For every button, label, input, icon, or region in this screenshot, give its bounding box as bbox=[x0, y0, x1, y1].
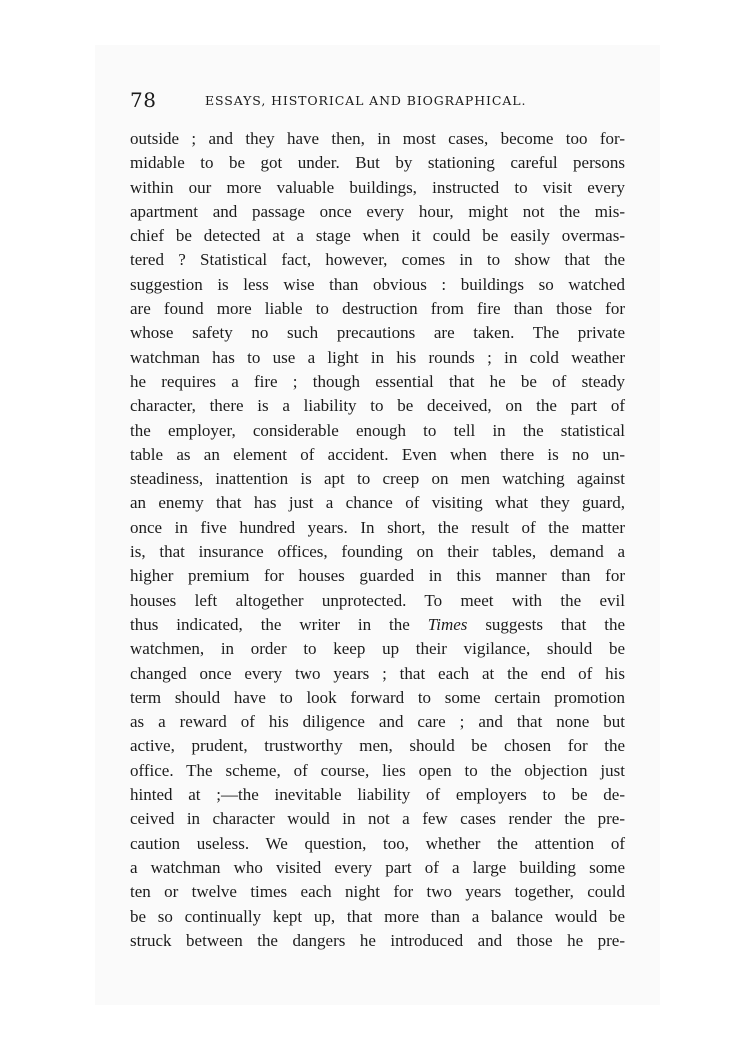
page-header bbox=[130, 88, 625, 118]
text-line: are found more liable to destruction from fire than those for bbox=[130, 299, 625, 319]
text-line: suggestion is less wise than obvious : buildings so watched bbox=[130, 274, 625, 294]
text-line: changed once every two years ; that each at the end of his bbox=[130, 663, 625, 683]
text-line: a watchman who visited every part of a large building some bbox=[130, 857, 625, 877]
text-line: outside ; and they have then, in most cases, become too for- bbox=[130, 129, 625, 148]
text-line: tered ? Statistical fact, however, comes in to show that the bbox=[130, 250, 625, 270]
text-line: term should have to look forward to some certain promotion bbox=[130, 687, 625, 707]
running-head: ESSAYS, HISTORICAL AND BIOGRAPHICAL. bbox=[205, 93, 527, 108]
text-line: watchman has to use a light in his rounds ; in cold weather bbox=[130, 347, 625, 367]
page-number: 78 bbox=[130, 88, 157, 112]
text-line: steadiness, inattention is apt to creep on men watching against bbox=[130, 469, 625, 489]
text-line: he requires a fire ; though essential that he be of steady bbox=[130, 371, 625, 391]
text-line: active, prudent, trustworthy men, should be chosen for the bbox=[130, 736, 625, 756]
text-line: ceived in character would in not a few cases render the pre- bbox=[130, 809, 625, 829]
text-line: chief be detected at a stage when it could be easily overmas- bbox=[130, 226, 625, 246]
text-line: higher premium for houses guarded in this manner than for bbox=[130, 566, 625, 586]
text-line: table as an element of accident. Even when there is no un- bbox=[130, 444, 625, 464]
text-line: the employer, considerable enough to tell in the statistical bbox=[130, 420, 625, 440]
text-line: whose safety no such precautions are taken. The private bbox=[130, 323, 625, 343]
text-line: once in five hundred years. In short, the result of the matter bbox=[130, 517, 625, 537]
text-line: caution useless. We question, too, whether the attention of bbox=[130, 833, 625, 853]
text-line: struck between the dangers he introduced and those he pre- bbox=[130, 930, 625, 950]
text-line: houses left altogether unprotected. To meet with the evil bbox=[130, 590, 625, 610]
text-line: is, that insurance offices, founding on their tables, demand a bbox=[130, 542, 625, 562]
italic-title: Times bbox=[427, 614, 468, 634]
text-line: watchmen, in order to keep up their vigilance, should be bbox=[130, 639, 625, 659]
text-line bbox=[130, 613, 625, 637]
body-text bbox=[130, 127, 625, 953]
text-segment: suggests that the bbox=[467, 614, 626, 634]
text-line: as a reward of his diligence and care ; and that none but bbox=[130, 712, 625, 732]
text-line: within our more valuable buildings, instructed to visit every bbox=[130, 177, 625, 197]
text-segment: thus indicated, the writer in the bbox=[130, 614, 410, 634]
text-line: midable to be got under. But by stationing careful persons bbox=[130, 153, 625, 173]
text-line: office. The scheme, of course, lies open to the objection just bbox=[130, 760, 625, 780]
text-line: apartment and passage once every hour, might not the mis- bbox=[130, 201, 625, 221]
text-line: hinted at ;—the inevitable liability of employers to be de- bbox=[130, 785, 625, 805]
text-line: character, there is a liability to be deceived, on the part of bbox=[130, 396, 625, 416]
text-line: ten or twelve times each night for two years together, could bbox=[130, 882, 625, 902]
text-line: an enemy that has just a chance of visiting what they guard, bbox=[130, 493, 625, 513]
text-line: be so continually kept up, that more than a balance would be bbox=[130, 906, 625, 926]
